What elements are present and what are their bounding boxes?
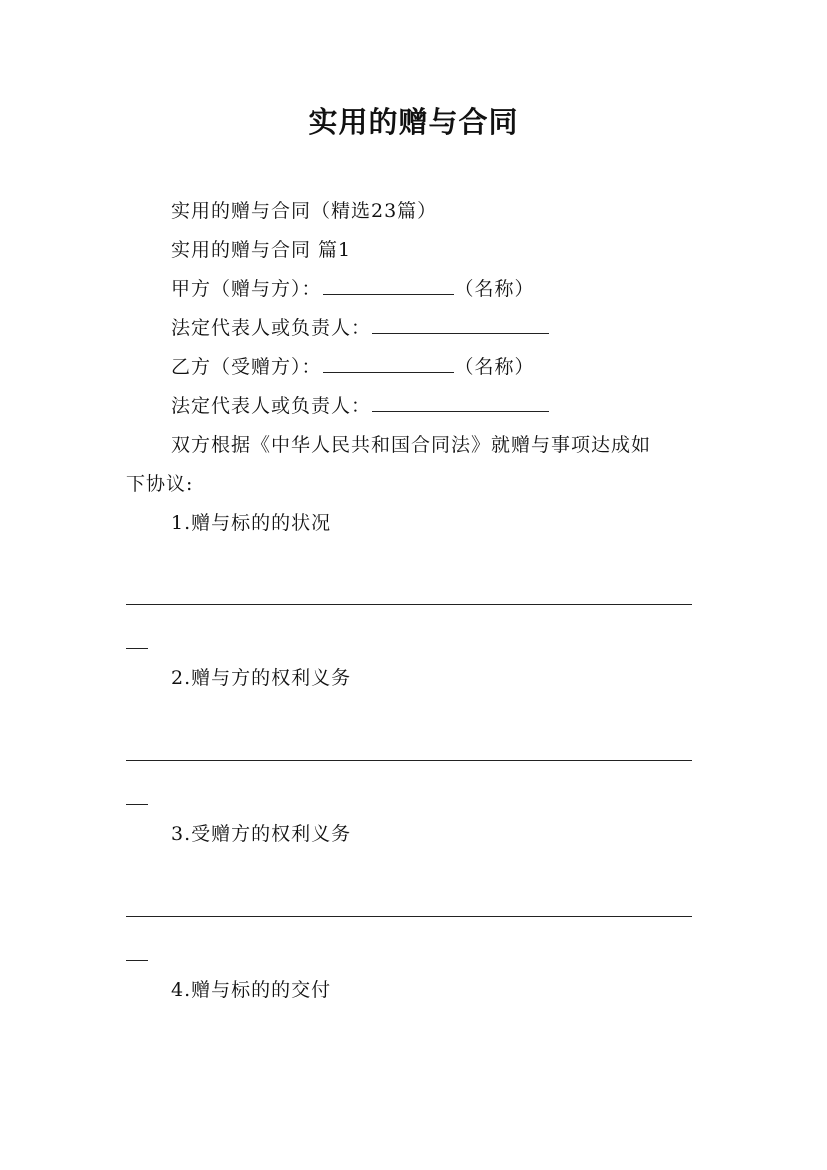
party-b-rep-blank [372, 392, 549, 412]
party-b-line [171, 353, 535, 381]
document-title: 实用的赠与合同 [308, 105, 519, 139]
clause-1-heading: 1.赠与标的的状况 [171, 512, 332, 534]
clause-1-fill-rule-end [126, 648, 148, 649]
clause-2-heading: 2.赠与方的权利义务 [171, 667, 352, 689]
clause-3-fill-rule-end [126, 960, 148, 961]
party-b-rep-label: 法定代表人或负责人： [171, 395, 372, 417]
party-a-line [171, 275, 535, 303]
party-a-name-blank [323, 275, 454, 295]
clause-2-fill-rule [126, 760, 692, 761]
party-a-label: 甲方（赠与方）： [171, 278, 322, 300]
clause-2-fill-rule-end [126, 804, 148, 805]
party-a-rep-label: 法定代表人或负责人： [171, 317, 372, 339]
clause-1-fill-rule [126, 604, 692, 605]
clause-4-heading: 4.赠与标的的交付 [171, 979, 332, 1001]
party-a-suffix: （名称） [454, 278, 535, 300]
section-heading: 实用的赠与合同 篇1 [171, 239, 352, 261]
clause-3-heading: 3.受赠方的权利义务 [171, 823, 352, 845]
agreement-intro-line-2: 下协议: [126, 473, 194, 495]
party-b-rep-line [171, 392, 550, 420]
party-a-rep-blank [372, 314, 549, 334]
party-b-suffix: （名称） [454, 356, 535, 378]
clause-3-fill-rule [126, 916, 692, 917]
document-subtitle: 实用的赠与合同（精选23篇） [171, 200, 438, 222]
party-a-rep-line [171, 314, 550, 342]
party-b-label: 乙方（受赠方）： [171, 356, 322, 378]
party-b-name-blank [323, 353, 454, 373]
agreement-intro-line-1: 双方根据《中华人民共和国合同法》就赠与事项达成如 [171, 434, 652, 456]
